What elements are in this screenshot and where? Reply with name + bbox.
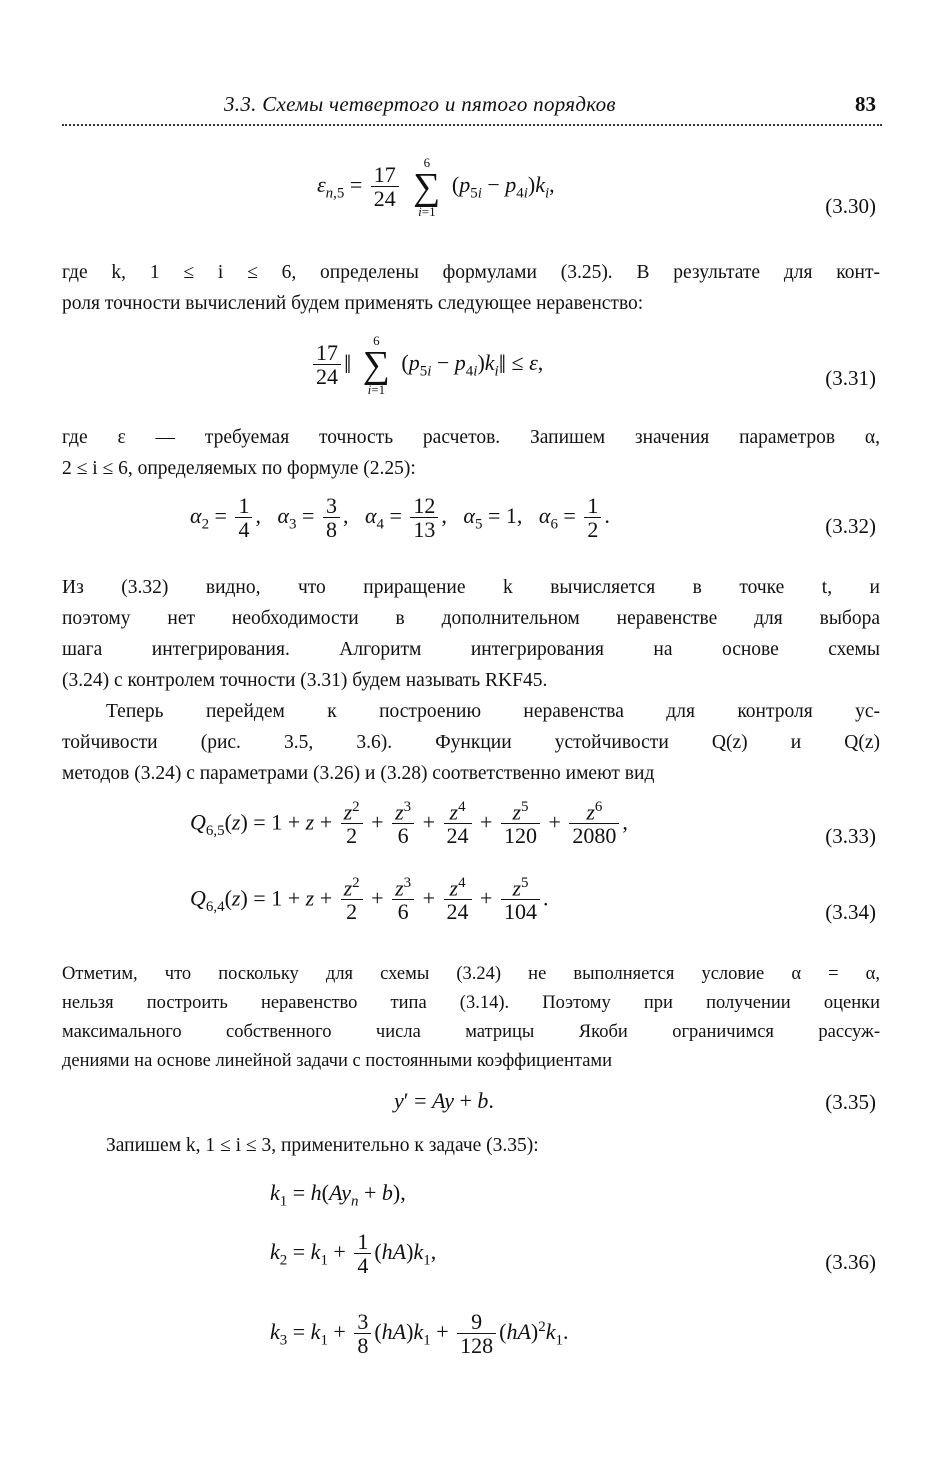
paragraph-2 (62, 422, 880, 484)
paragraph-1 (62, 257, 880, 319)
equation-number: (3.30) (825, 194, 876, 218)
running-header (62, 90, 882, 126)
text-line: методов (3.24) с параметрами (3.26) и (3.28) соответственно имеют вид (62, 763, 655, 784)
text-line: Запишем k, 1 ≤ i ≤ 3, применительно к задаче (3.35): (106, 1135, 539, 1156)
equation-number: (3.33) (825, 824, 876, 848)
equation-3-30 (62, 150, 882, 245)
text-line: тойчивости (рис. 3.5, 3.6). Функции устойчивости Q(z) и Q(z) (62, 732, 880, 753)
text-line: где k, 1 ≤ i ≤ 6, определены формулами (3.25). В результате для конт- (62, 262, 880, 283)
text-line: Отметим, что поскольку для схемы (3.24) не выполняется условие α = α, (62, 964, 880, 984)
equation-number: (3.32) (825, 514, 876, 538)
equation-3-36-line-1: $k_1 = h(Ay_n + b)$, (270, 1180, 406, 1210)
text-line: дениями на основе линейной задачи с постоянными коэффициентами (62, 1051, 613, 1071)
equation-3-36-line-2: $k_2 = k_1$ + $\frac{1}{4}$ $(hA)k_1$, (270, 1229, 437, 1279)
text-line: максимального собственного числа матрицы Якоби ограничимся рассуж- (62, 1022, 880, 1042)
text-line: (3.24) с контролем точности (3.31) будем называть RKF45. (62, 670, 548, 691)
paragraph-6 (62, 1130, 880, 1161)
text-line: нельзя построить неравенство типа (3.14). Поэтому при получении оценки (62, 993, 880, 1013)
page-number: 83 (855, 92, 876, 116)
equation-number: (3.35) (825, 1090, 876, 1114)
equation-3-33 (62, 800, 882, 866)
text-line: 2 ≤ i ≤ 6, определяемых по формуле (2.25): (62, 458, 416, 479)
equation-3-31 (62, 330, 882, 420)
text-line: Теперь перейдем к построению неравенства для контроля ус- (106, 701, 880, 722)
text-line: роля точности вычислений будем применять следующее неравенство: (62, 293, 644, 314)
equation-3-32-body: $\alpha_2$ = $\frac{1}{4}$ , $\alpha_3$ = $\frac{3}{8}$ , $\alpha_4$ = $\frac{12}{13}$ , $\alpha_5 = 1$, $\alpha_6$ = $\frac{1}{2}$ . (190, 493, 610, 543)
paragraph-3 (62, 572, 880, 696)
equation-3-36 (62, 1180, 882, 1390)
text-line: где ε — требуемая точность расчетов. Запишем значения параметров α, (62, 427, 880, 448)
paragraph-5 (62, 960, 880, 1076)
text-line: шага интегрирования. Алгоритм интегрирования на основе схемы (62, 639, 880, 660)
equation-3-33-body: $Q_{6,5}(z) = 1 + z$ + $\frac{z^2}{2}$ + $\frac{z^3}{6}$ + $\frac{z^4}{24}$ + $\frac{z^5}{120}$ + $\frac{z^6}{2080}$ , (190, 799, 628, 849)
equation-number: (3.34) (825, 900, 876, 924)
equation-3-35 (62, 1086, 882, 1122)
running-title: 3.3. Схемы четвертого и пятого порядков (224, 92, 616, 116)
equation-3-36-line-3: $k_3 = k_1$ + $\frac{3}{8}$ $(hA)k_1$ + $\frac{9}{128}$ $(hA)^2k_1$. (270, 1309, 569, 1359)
equation-number: (3.31) (825, 366, 876, 390)
equation-3-34 (62, 876, 882, 942)
equation-3-32 (62, 494, 882, 564)
equation-3-35-body: y′ = Ay + b. (394, 1088, 494, 1113)
text-line: поэтому нет необходимости в дополнительном неравенстве для выбора (62, 608, 880, 629)
text-line: Из (3.32) видно, что приращение k вычисляется в точке t, и (62, 577, 880, 598)
equation-3-30-body: $\varepsilon_{n,5}$ = $\frac{17}{24}$ 6 ∑ i=1 $(p_{5i} - p_{4i})k_i$, (317, 155, 555, 220)
equation-number: (3.36) (825, 1250, 876, 1274)
equation-3-34-body: $Q_{6,4}(z) = 1 + z$ + $\frac{z^2}{2}$ + $\frac{z^3}{6}$ + $\frac{z^4}{24}$ + $\frac{z^5}{104}$ . (190, 875, 549, 925)
equation-3-31-body: $\frac{17}{24}$ ‖ 6 ∑ i=1 ($p_{5i}$ − $p_{4i})k_i‖ \le \varepsilon$, (310, 334, 543, 396)
paragraph-4 (62, 696, 880, 789)
